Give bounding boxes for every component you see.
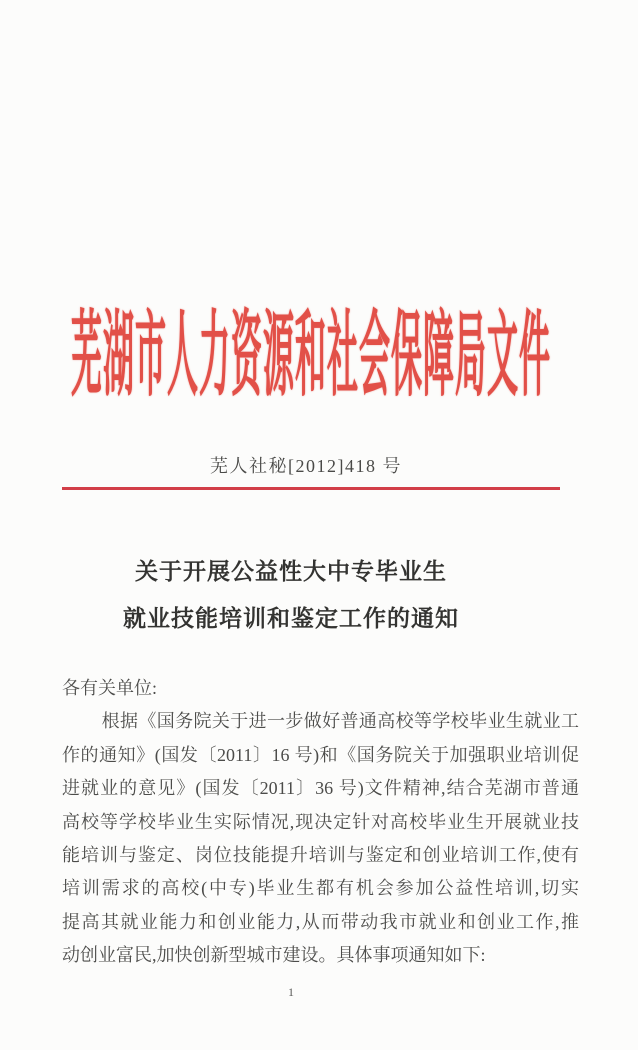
body-line: 高校等学校毕业生实际情况,现决定针对高校毕业生开展就业技	[62, 811, 579, 832]
letterhead-title: 芜湖市人力资源和社会保障局文件	[71, 302, 551, 408]
notice-title-line1: 关于开展公益性大中专毕业生	[135, 559, 447, 584]
red-divider-rule	[62, 487, 560, 490]
document-number: 芜人社秘[2012]418 号	[210, 456, 402, 476]
body-line: 根据《国务院关于进一步做好普通高校等学校毕业生就业工	[101, 711, 579, 732]
notice-body	[62, 672, 579, 973]
salutation: 各有关单位:	[62, 678, 158, 698]
notice-title	[0, 548, 582, 642]
body-line: 动创业富民,加快创新型城市建设。具体事项通知如下:	[62, 945, 486, 966]
letterhead-banner	[0, 302, 622, 408]
body-line: 提高其就业能力和创业能力,从而带动我市就业和创业工作,推	[62, 911, 579, 932]
body-line: 进就业的意见》(国发〔2011〕36 号)文件精神,结合芜湖市普通	[62, 778, 579, 799]
body-line: 作的通知》(国发〔2011〕16 号)和《国务院关于加强职业培训促	[62, 744, 579, 765]
notice-title-line2: 就业技能培训和鉴定工作的通知	[123, 606, 459, 631]
body-line: 能培训与鉴定、岗位技能提升培训与鉴定和创业培训工作,使有	[62, 845, 579, 866]
body-line: 培训需求的高校(中专)毕业生都有机会参加公益性培训,切实	[62, 878, 579, 899]
page-number: 1	[288, 985, 294, 999]
